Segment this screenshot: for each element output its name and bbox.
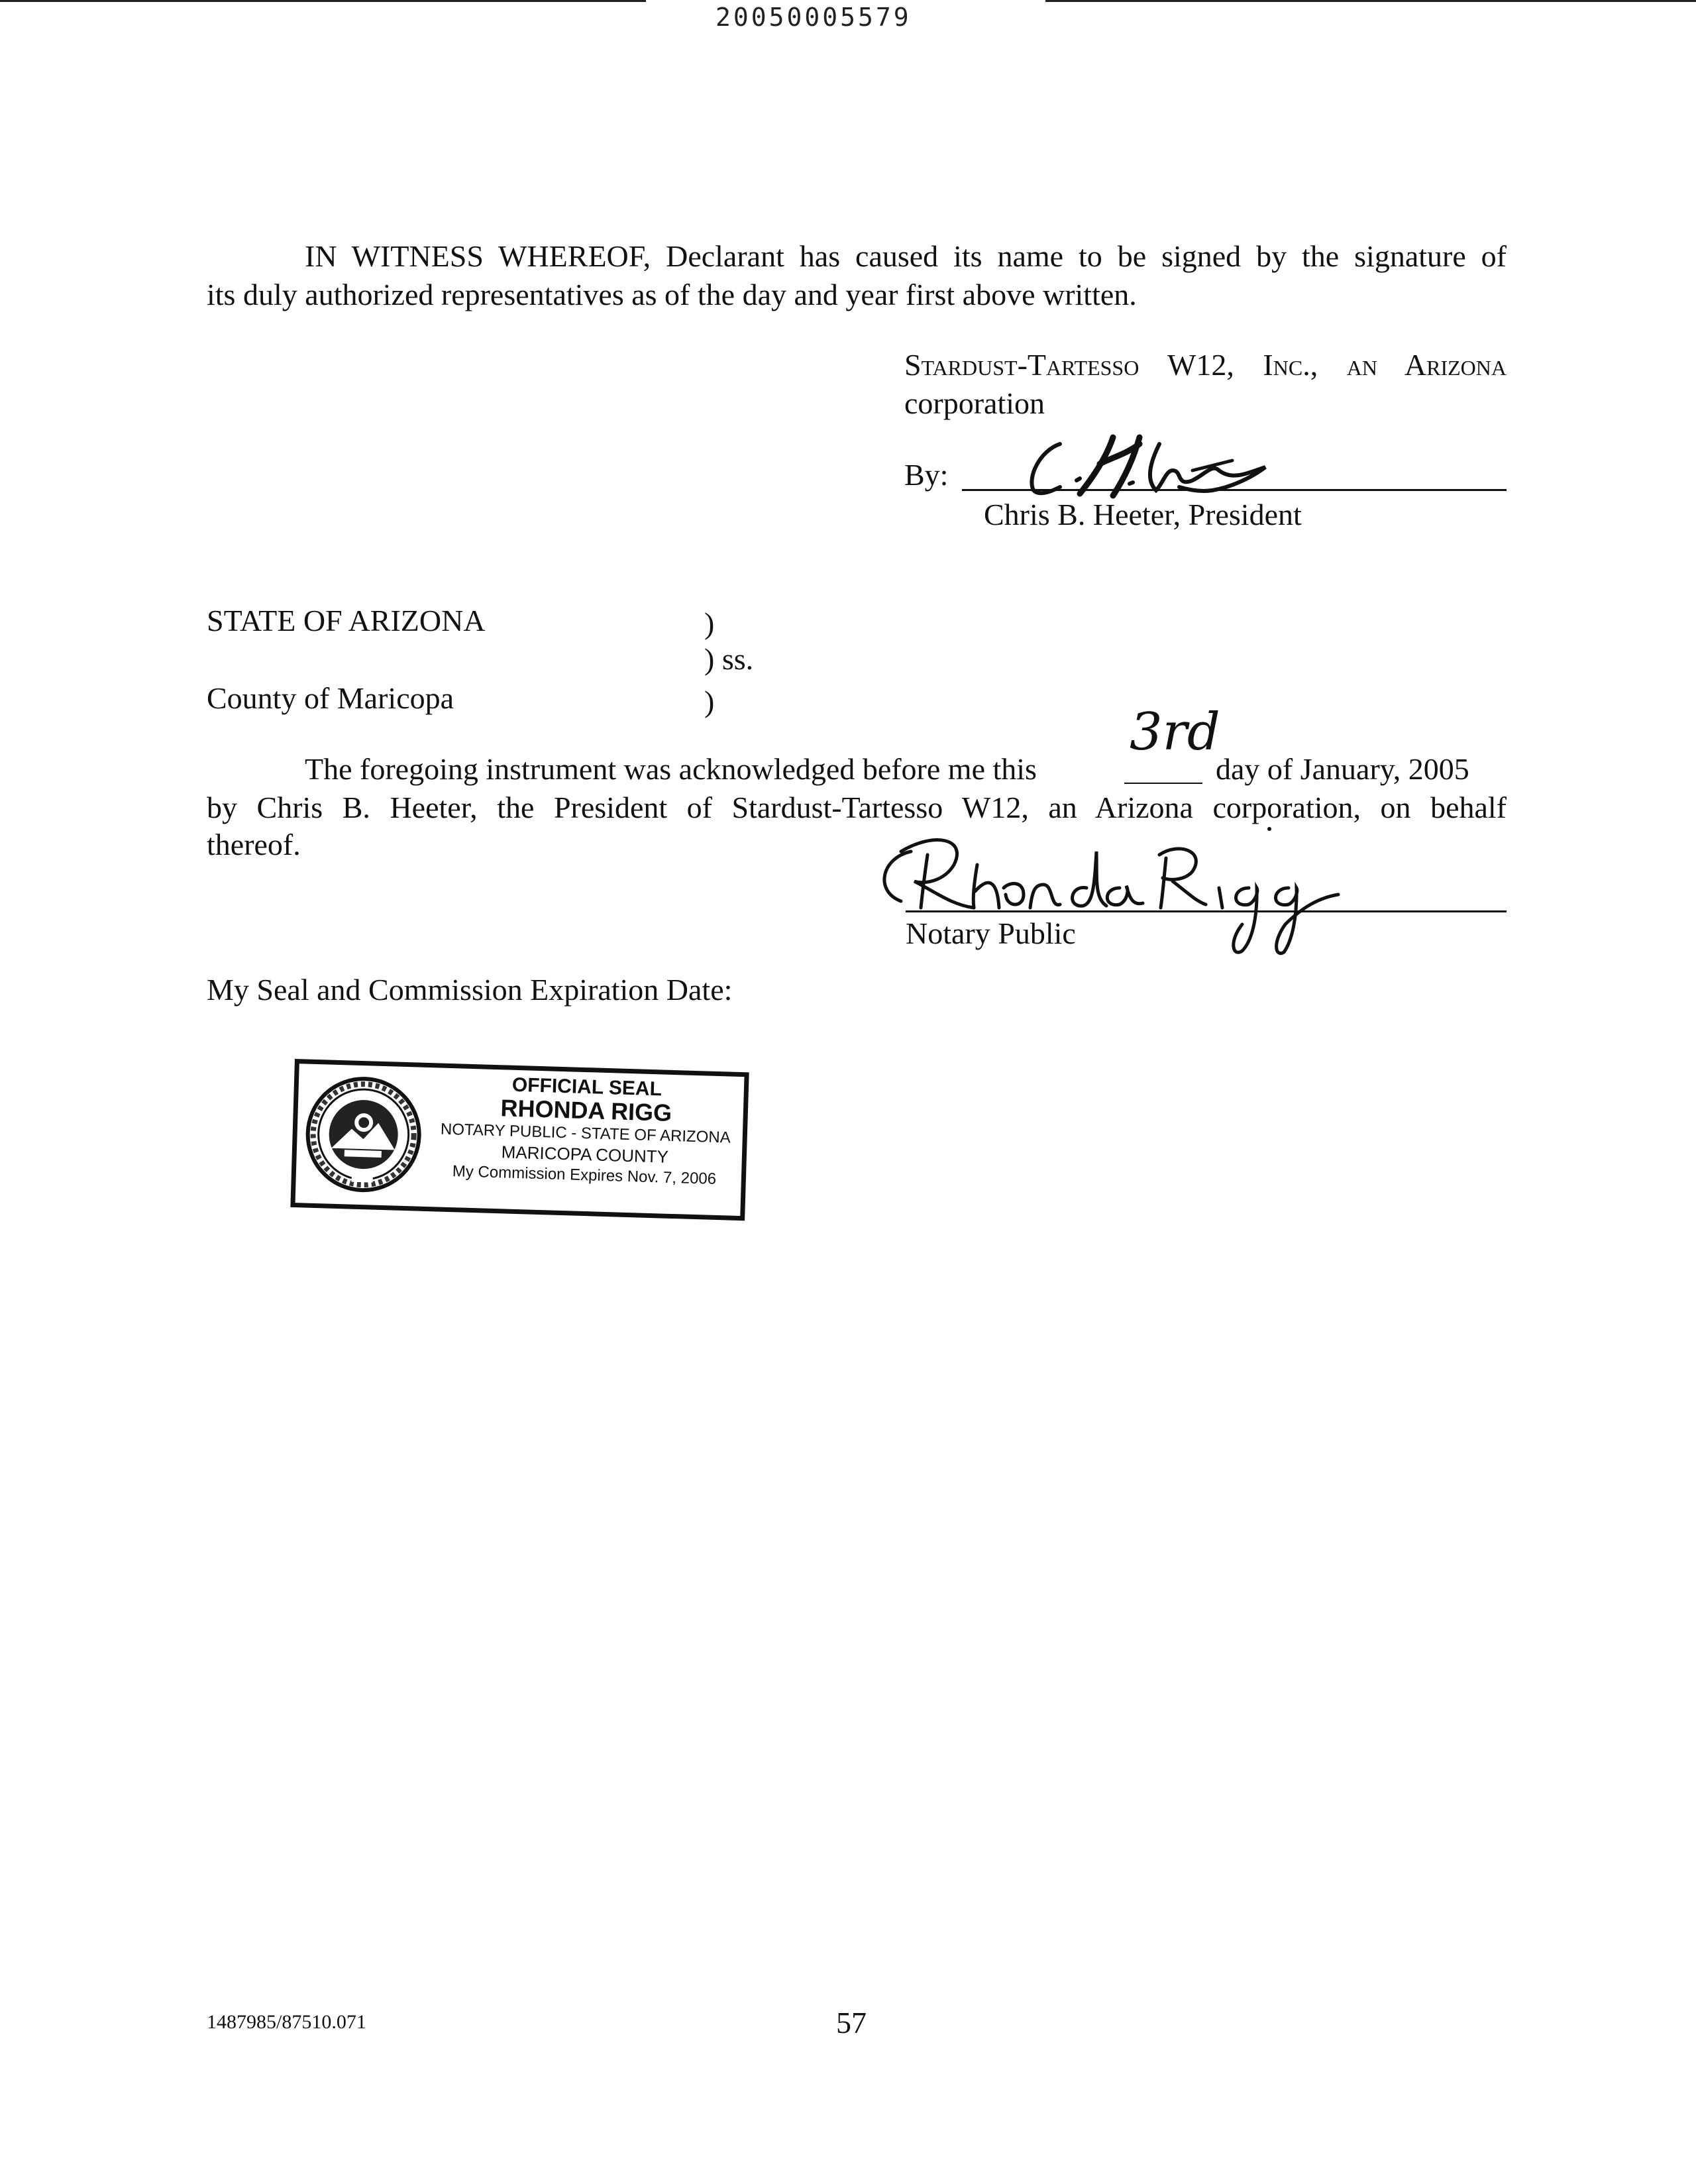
company-name-line-2: corporation — [904, 386, 1045, 420]
acknowledgment-line-1-end: day of January, 2005 — [1216, 752, 1469, 786]
venue-county: County of Maricopa — [207, 681, 454, 715]
file-reference: 1487985/87510.071 — [207, 2011, 366, 2033]
acknowledgment-line-1-start: The foregoing instrument was acknowledged before me this — [305, 752, 1037, 786]
arizona-state-seal-icon — [303, 1075, 423, 1195]
witness-line-1: IN WITNESS WHEREOF, Declarant has caused its name to be signed by the signature of — [305, 239, 1507, 273]
venue-ss: ) ss. — [704, 642, 754, 676]
document-number: 20050005579 — [716, 3, 912, 32]
notary-public-label: Notary Public — [906, 916, 1076, 950]
signer-name-title: Chris B. Heeter, President — [984, 498, 1302, 531]
witness-line-2: its duly authorized representatives as of the day and year first above written. — [207, 278, 1137, 311]
acknowledgment-line-2: by Chris B. Heeter, the President of Stardust-Tartesso W12, an Arizona corporation, on behalf — [207, 791, 1507, 824]
venue-paren-bottom: ) — [704, 684, 715, 718]
seal-notary-state: NOTARY PUBLIC - STATE OF ARIZONA — [440, 1120, 731, 1147]
day-blank-line — [1124, 783, 1202, 784]
company-name-line-1: Stardust-Tartesso W12, Inc., an Arizona — [904, 348, 1507, 382]
venue-state: STATE OF ARIZONA — [207, 604, 486, 637]
seal-county: MARICOPA COUNTY — [501, 1142, 669, 1167]
page-number: 57 — [836, 2006, 867, 2040]
commission-label: My Seal and Commission Expiration Date: — [207, 973, 733, 1007]
seal-commission-expiry: My Commission Expires Nov. 7, 2006 — [452, 1162, 717, 1188]
seal-title: OFFICIAL SEAL — [511, 1073, 662, 1101]
acknowledgment-line-3: thereof. — [207, 828, 301, 861]
by-label: By: — [904, 458, 949, 492]
seal-notary-name: RHONDA RIGG — [500, 1094, 672, 1126]
notary-signature-line — [906, 910, 1507, 912]
notary-seal-stamp — [290, 1059, 749, 1221]
day-handwritten: 3rd — [1130, 702, 1220, 762]
top-border-left — [0, 0, 646, 2]
venue-paren-top: ) — [704, 606, 715, 640]
president-signature-image — [1014, 424, 1292, 504]
top-border-right — [1045, 0, 1696, 2]
